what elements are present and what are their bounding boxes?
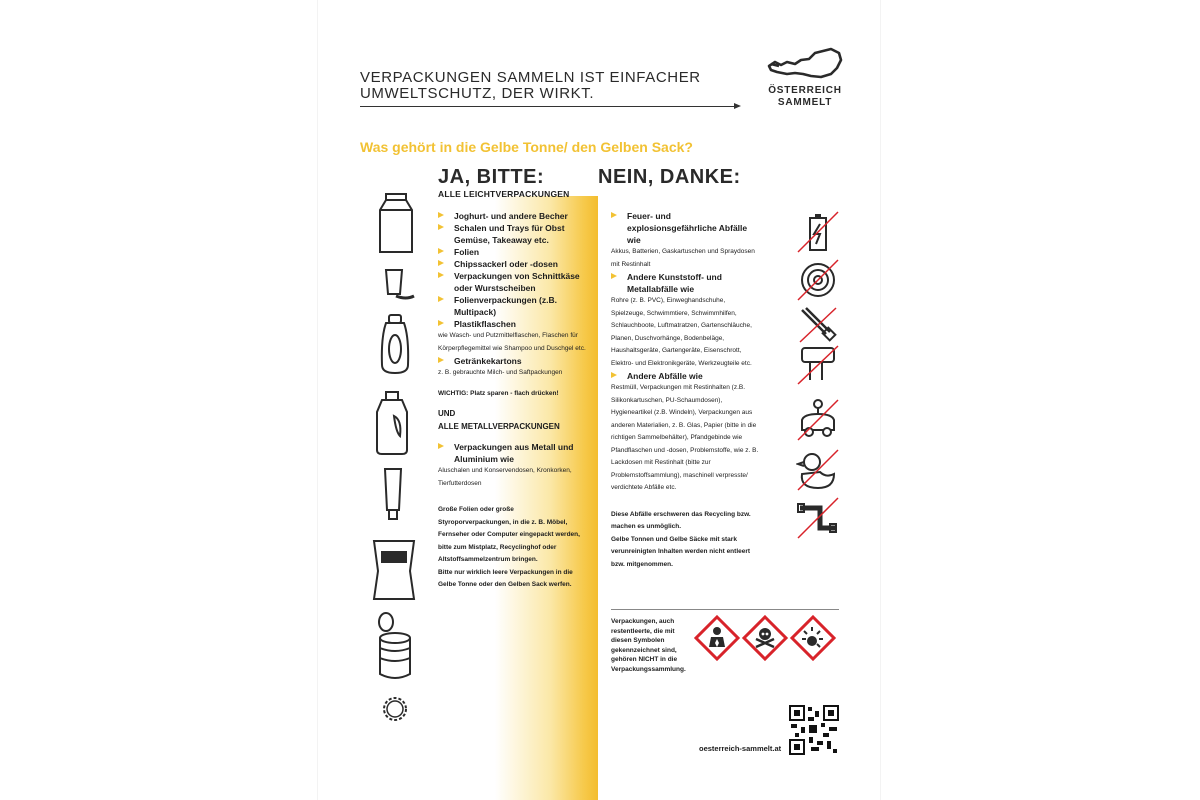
item-label: Folien [454, 247, 480, 257]
item-label: Feuer- und explosionsgefährliche Abfälle wie [627, 211, 748, 245]
no-column [611, 210, 759, 571]
grosse-folien-note: Große Folien oder große Styroporverpackungen, in die z. B. Möbel, Fernseher oder Computer eingepackt werden, bitte zum Mistplatz, Recyclinghof oder Altstoffsammelzentrum bringen. [438, 506, 580, 563]
garden-hose-crossed-icon [796, 258, 840, 302]
bullet-icon [438, 272, 444, 278]
logo-line2: SAMMELT [777, 97, 833, 108]
metall-note: Aluschalen und Konservendosen, Kronkorken, Tierfutterdosen [438, 467, 572, 487]
item-label: Verpackungen von Schnittkäse oder Wurstscheiben [454, 271, 580, 293]
toxic-skull-icon [742, 615, 788, 661]
bullet-icon [438, 212, 444, 218]
list-item [438, 294, 588, 318]
oesterreich-sammelt-logo [755, 44, 855, 109]
list-item [438, 441, 588, 465]
pipe-crossed-icon [796, 496, 840, 540]
detergent-bottle-icon [374, 390, 410, 456]
getraenk-note: z. B. gebrauchte Milch- und Saftpackungen [438, 369, 563, 376]
section-divider [611, 609, 839, 610]
shampoo-bottle-icon [380, 313, 410, 375]
yes-column [438, 210, 588, 592]
beverage-carton-icon [378, 192, 414, 254]
battery-crossed-icon [796, 210, 840, 254]
toy-car-crossed-icon [796, 396, 840, 442]
item-label: Andere Abfälle wie [627, 371, 703, 381]
bullet-icon [438, 320, 444, 326]
bullet-icon [611, 273, 617, 279]
list-item [611, 370, 759, 382]
list-item [438, 318, 588, 330]
leere-verpackungen-note: Bitte nur wirklich leere Verpackungen in die Gelbe Tonne oder den Gelben Sack werfen. [438, 568, 573, 588]
logo-line1: ÖSTERREICH [768, 85, 842, 96]
explosive-icon [790, 615, 836, 661]
tonnen-note: Gelbe Tonnen und Gelbe Säcke mit stark verunreinigten Inhalten werden nicht entleert bzw. mitgenommen. [611, 535, 751, 568]
und-label: UND [438, 409, 456, 418]
wichtig-note: WICHTIG: Platz sparen - flach drücken! [438, 389, 559, 397]
list-item [438, 246, 588, 258]
bottle-cap-icon [380, 694, 410, 724]
section-question: Was gehört in die Gelbe Tonne/ den Gelben Sack? [360, 139, 693, 155]
bullet-icon [611, 212, 617, 218]
yogurt-cup-icon [380, 266, 416, 302]
hazard-note: Verpackungen, auch restentleerte, die mit diesen Symbolen gekennzeichnet sind, gehören NICHT in die Verpackungssammlung. [611, 618, 686, 673]
bullet-icon [438, 357, 444, 363]
list-item [438, 270, 588, 294]
list-item [438, 210, 588, 222]
rubber-duck-crossed-icon [796, 448, 840, 492]
no-title: NEIN, DANKE: [598, 166, 741, 188]
headline: VERPACKUNGEN SAMMELN IST EINFACHER UMWELTSCHUTZ, DER WIRKT. [360, 69, 701, 102]
metall-heading: ALLE METALLVERPACKUNGEN [438, 421, 560, 431]
item-label: Joghurt- und andere Becher [454, 211, 568, 221]
no-note3: Restmüll, Verpackungen mit Restinhalten (z.B. Silikonkartuschen, PU-Schaumdosen), Hygieneartikel (z.B. Windeln), Verpackungen aus anderen Materialien, z. B. Glas, Papier (bitte in die richtigen Sammelbehälter), Pfandgebinde wie Pfandflaschen und -dosen, Problemstoffe, wie z. B. Lackdosen mit Restinhalt (bitte zur Problemstoffsammlung), maschinell verpresste/ verdichtete Abfälle etc. [611, 384, 759, 491]
list-item [438, 258, 588, 270]
yes-subtitle: ALLE LEICHTVERPACKUNGEN [438, 189, 570, 199]
bullet-icon [438, 296, 444, 302]
list-item [611, 271, 759, 295]
flyer-sheet [318, 0, 880, 800]
tube-icon [382, 466, 404, 522]
chips-bag-icon [372, 537, 416, 601]
item-label: Verpackungen aus Metall und Aluminium wie [454, 442, 574, 464]
bullet-icon [438, 248, 444, 254]
item-label: Folienverpackungen (z.B. Multipack) [454, 295, 557, 317]
bullet-icon [438, 224, 444, 230]
website-link[interactable]: oesterreich-sammelt.at [699, 744, 782, 753]
no-note2: Rohre (z. B. PVC), Einweghandschuhe, Spielzeuge, Schwimmtiere, Schwimmhilfen, Schlauchboote, Luftmatratzen, Gartenschläuche, Planen, Duschvorhänge, Bodenbeläge, Haushaltsgeräte, Gartengeräte, Eisenschrott, Elektro- und Elektronikgeräte, Werkzeugteile etc. [611, 297, 752, 367]
bullet-icon [611, 372, 617, 378]
list-item [438, 355, 588, 367]
item-label: Andere Kunststoff- und Metallabfälle wie [627, 272, 722, 294]
list-item [438, 222, 588, 246]
item-label: Schalen und Trays für Obst Gemüse, Takeaway etc. [454, 223, 565, 245]
item-label: Plastikflaschen [454, 319, 516, 329]
item-label: Getränkekartons [454, 356, 522, 366]
recycling-note: Diese Abfälle erschweren das Recycling bzw. machen es unmöglich. [611, 510, 751, 530]
bullet-icon [438, 443, 444, 449]
yes-title: JA, BITTE: [438, 166, 545, 188]
headline-arrow [360, 106, 735, 107]
brush-crossed-icon [796, 304, 840, 344]
list-item [611, 210, 759, 246]
health-hazard-icon [694, 615, 740, 661]
no-note1: Akkus, Batterien, Gaskartuschen und Spraydosen mit Restinhalt [611, 248, 755, 268]
mixer-crossed-icon [796, 344, 840, 386]
qr-code-icon [789, 705, 839, 755]
tin-can-icon [376, 612, 414, 682]
bullet-icon [438, 260, 444, 266]
austria-map-icon [765, 44, 845, 82]
item-label: Chipssackerl oder -dosen [454, 259, 558, 269]
plastik-note: wie Wasch- und Putzmittelflaschen, Flaschen für Körperpflegemittel wie Shampoo und Duschgel etc. [438, 332, 586, 352]
